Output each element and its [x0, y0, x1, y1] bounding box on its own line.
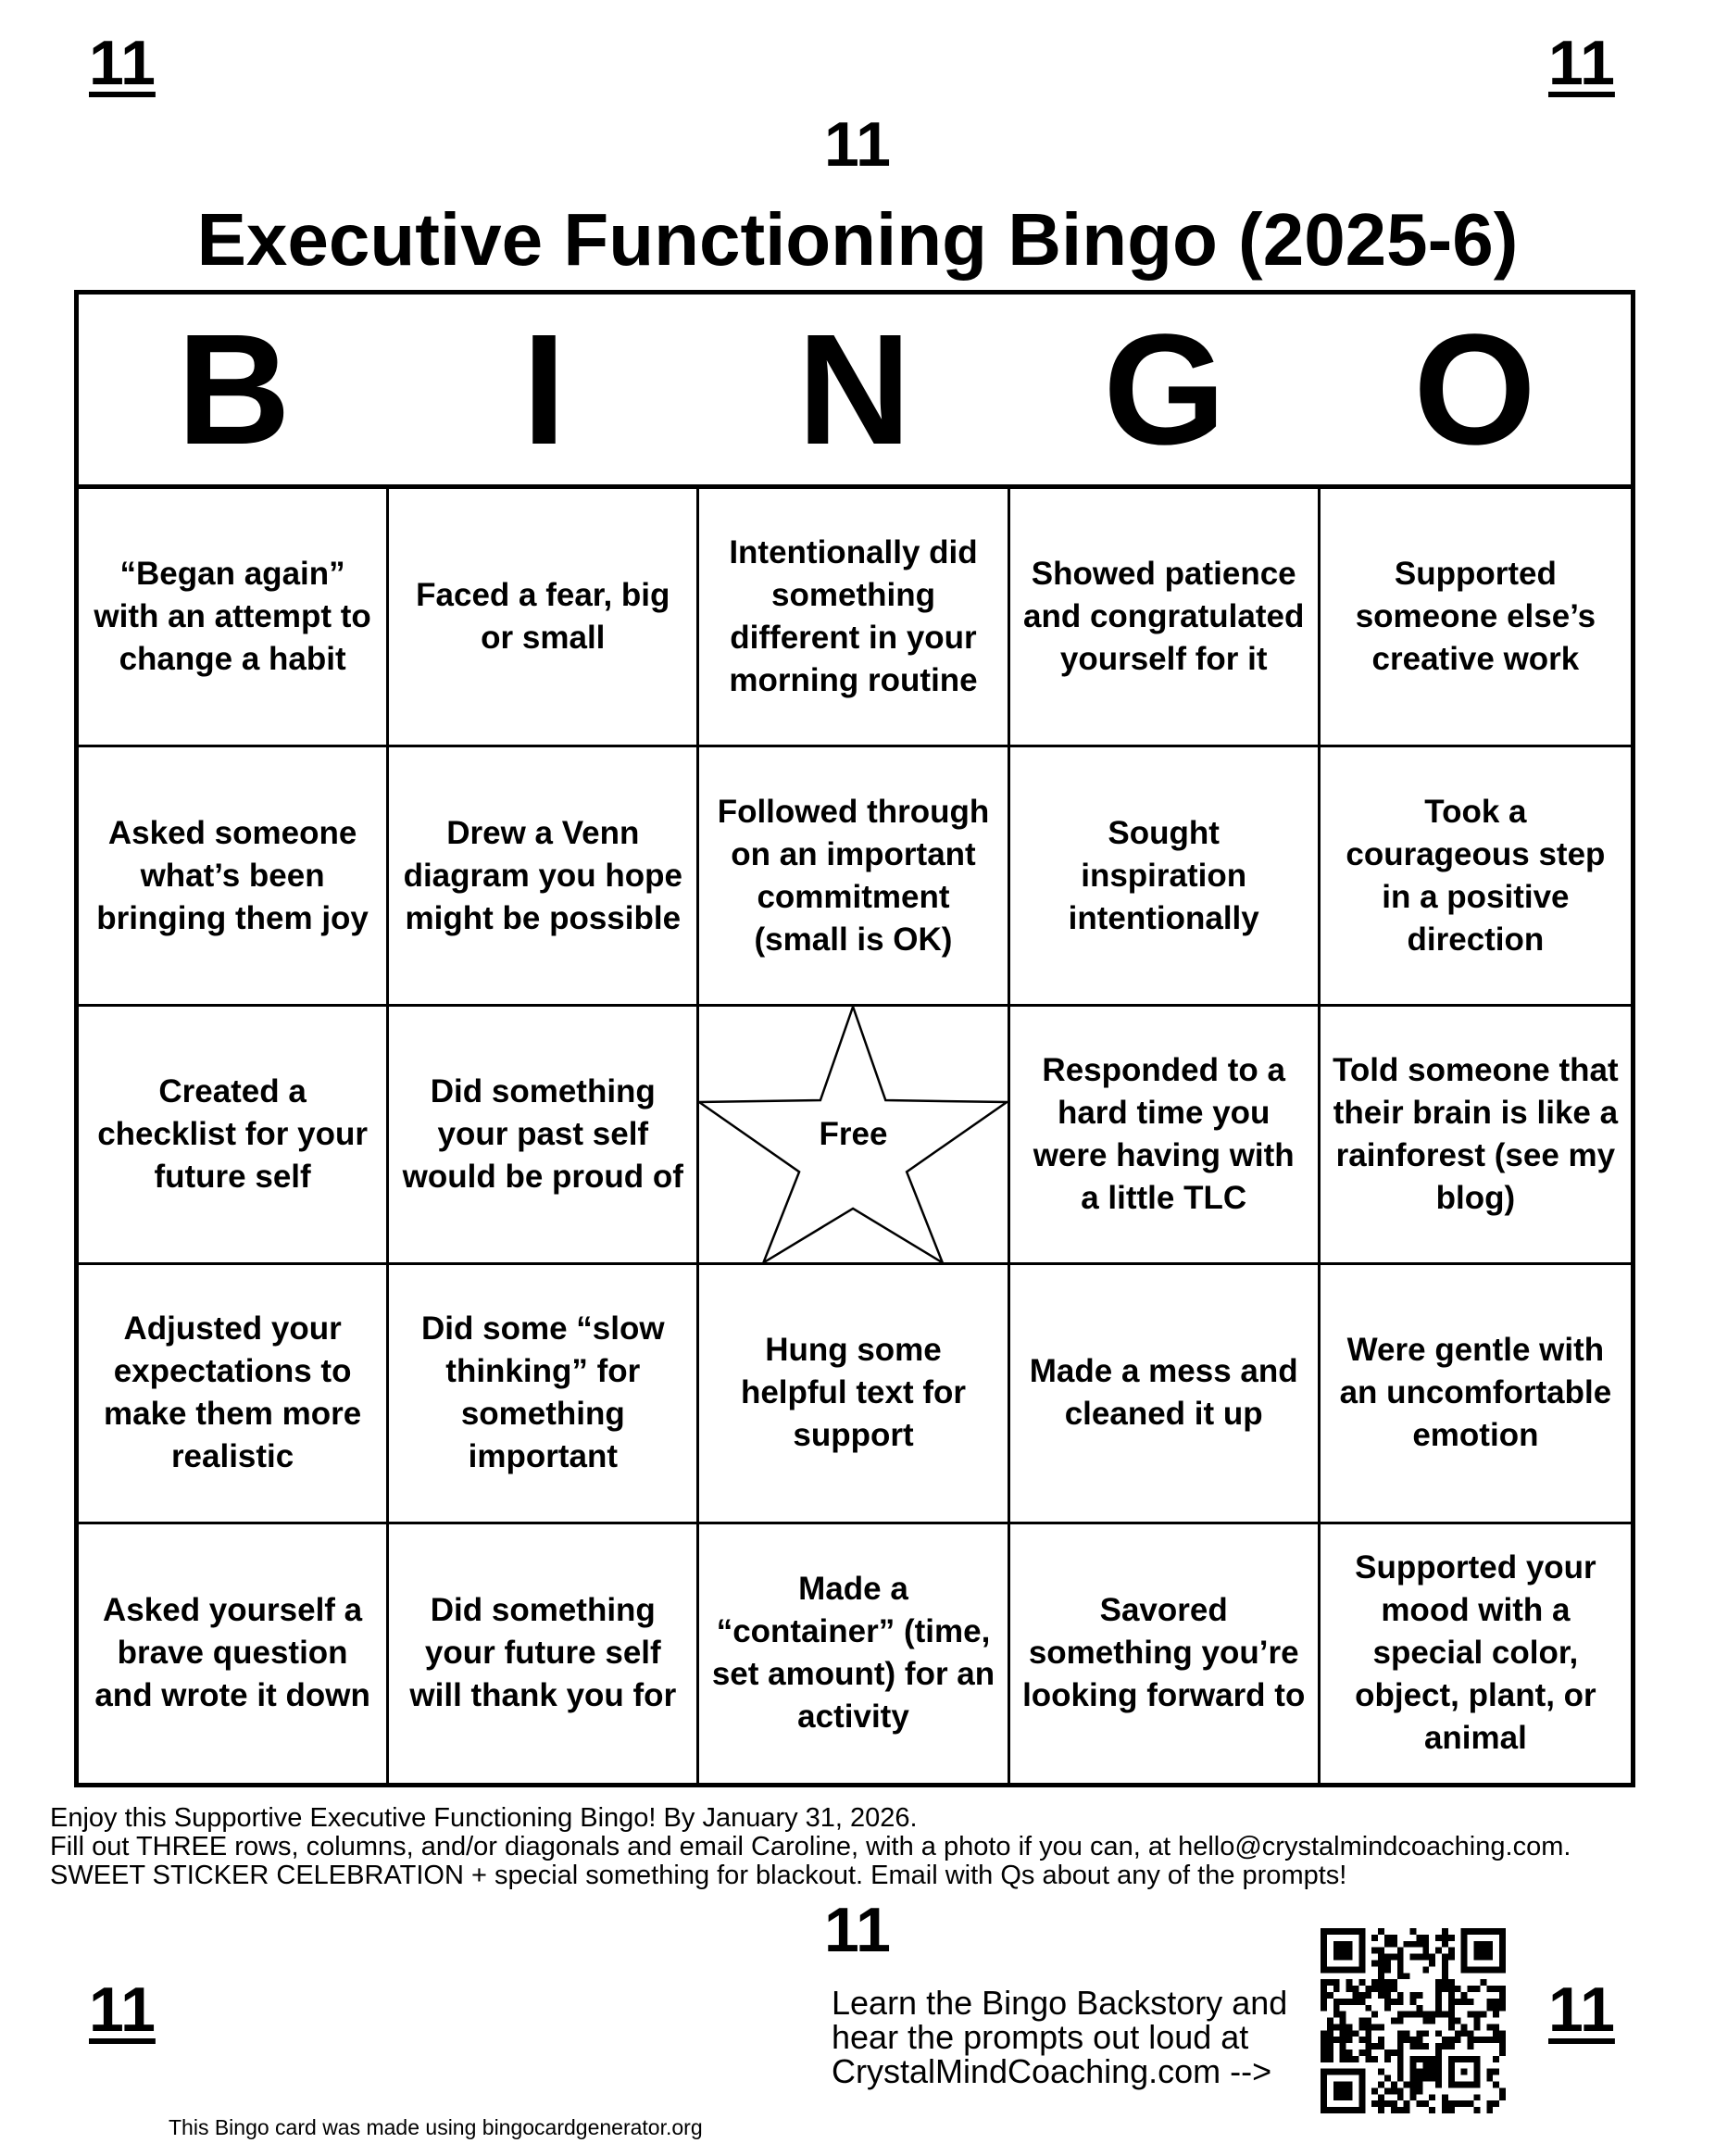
bingo-cell[interactable]: Did something your future self will thank you for	[389, 1524, 699, 1783]
bingo-board	[74, 290, 1635, 1787]
bingo-header-row	[79, 295, 1631, 489]
bingo-cell[interactable]: Supported someone else’s creative work	[1321, 489, 1631, 747]
bingo-cell[interactable]: Supported your mood with a special color, object, plant, or animal	[1355, 1549, 1596, 1757]
bingo-letter-g: G	[1103, 301, 1226, 478]
bingo-cell[interactable]: Told someone that their brain is like a rainforest (see my blog)	[1321, 1007, 1631, 1265]
bingo-cell[interactable]: Showed patience and congratulated yourself for it	[1010, 489, 1321, 747]
bingo-cell[interactable]: Did some “slow thinking” for something important	[389, 1265, 699, 1523]
bingo-cell[interactable]: Asked someone what’s been bringing them joy	[79, 747, 389, 1006]
bingo-cell[interactable]: Made a mess and cleaned it up	[1010, 1265, 1321, 1523]
bingo-cell[interactable]: Intentionally did something different in your morning routine	[699, 489, 1009, 747]
footer-line: Fill out THREE rows, columns, and/or diagonals and email Caroline, with a photo if you can, at hello@crystalmindcoaching.com.	[50, 1832, 1571, 1861]
bingo-cell[interactable]: Were gentle with an uncomfortable emotion	[1321, 1265, 1631, 1523]
learn-more-text	[832, 1986, 1313, 2088]
bingo-letter-i: I	[521, 301, 567, 478]
bingo-cell[interactable]: Hung some helpful text for support	[699, 1265, 1009, 1523]
bingo-cell[interactable]: Asked yourself a brave question and wrote it down	[79, 1524, 389, 1783]
card-number-bottom-left: 11	[89, 1974, 156, 2045]
bingo-cell[interactable]: Responded to a hard time you were having with a little TLC	[1010, 1007, 1321, 1265]
free-label: Free	[819, 1115, 888, 1152]
learn-more-line: Learn the Bingo Backstory and	[832, 1984, 1288, 2022]
bingo-cell[interactable]: Did something your past self would be proud of	[389, 1007, 699, 1265]
bingo-cell[interactable]: Followed through on an important commitment (small is OK)	[699, 747, 1009, 1006]
bingo-cell[interactable]: Drew a Venn diagram you hope might be possible	[389, 747, 699, 1006]
footer-instructions	[50, 1804, 1680, 1890]
bingo-cell[interactable]: Sought inspiration intentionally	[1010, 747, 1321, 1006]
bingo-letter-b: B	[177, 301, 291, 478]
card-number-bottom-center: 11	[824, 1895, 891, 1965]
card-number-bottom-right: 11	[1548, 1974, 1615, 2045]
learn-more-line: hear the prompts out loud at	[832, 2018, 1249, 2056]
bingo-cell[interactable]: Adjusted your expectations to make them more realistic	[79, 1265, 389, 1523]
generator-credit: This Bingo card was made using bingocardgenerator.org	[169, 2115, 703, 2139]
bingo-cell[interactable]: Took a courageous step in a positive direction	[1321, 747, 1631, 1006]
bingo-cell[interactable]: Created a checklist for your future self	[79, 1007, 389, 1265]
card-number-top-right: 11	[1548, 28, 1615, 98]
footer-line: Enjoy this Supportive Executive Functioning Bingo! By January 31, 2026.	[50, 1803, 918, 1833]
page-title: Executive Functioning Bingo (2025-6)	[196, 198, 1519, 281]
card-number-top-left: 11	[89, 28, 156, 98]
bingo-cell[interactable]: “Began again” with an attempt to change a habit	[79, 489, 389, 747]
bingo-cell[interactable]: Made a “container” (time, set amount) for an activity	[699, 1524, 1009, 1783]
learn-more-link[interactable]: CrystalMindCoaching.com -->	[832, 2052, 1272, 2090]
card-number-top-center: 11	[824, 109, 891, 180]
bingo-cell[interactable]: Savored something you’re looking forward to	[1010, 1524, 1321, 1783]
bingo-letter-o: O	[1413, 301, 1536, 478]
qr-code-icon[interactable]	[1321, 1928, 1506, 2113]
free-space-cell[interactable]	[699, 1007, 1009, 1265]
bingo-letter-n: N	[797, 301, 911, 478]
footer-line: SWEET STICKER CELEBRATION + special something for blackout. Email with Qs about any of the prompts!	[50, 1861, 1347, 1890]
bingo-grid	[79, 489, 1631, 1783]
bingo-cell[interactable]: Faced a fear, big or small	[389, 489, 699, 747]
